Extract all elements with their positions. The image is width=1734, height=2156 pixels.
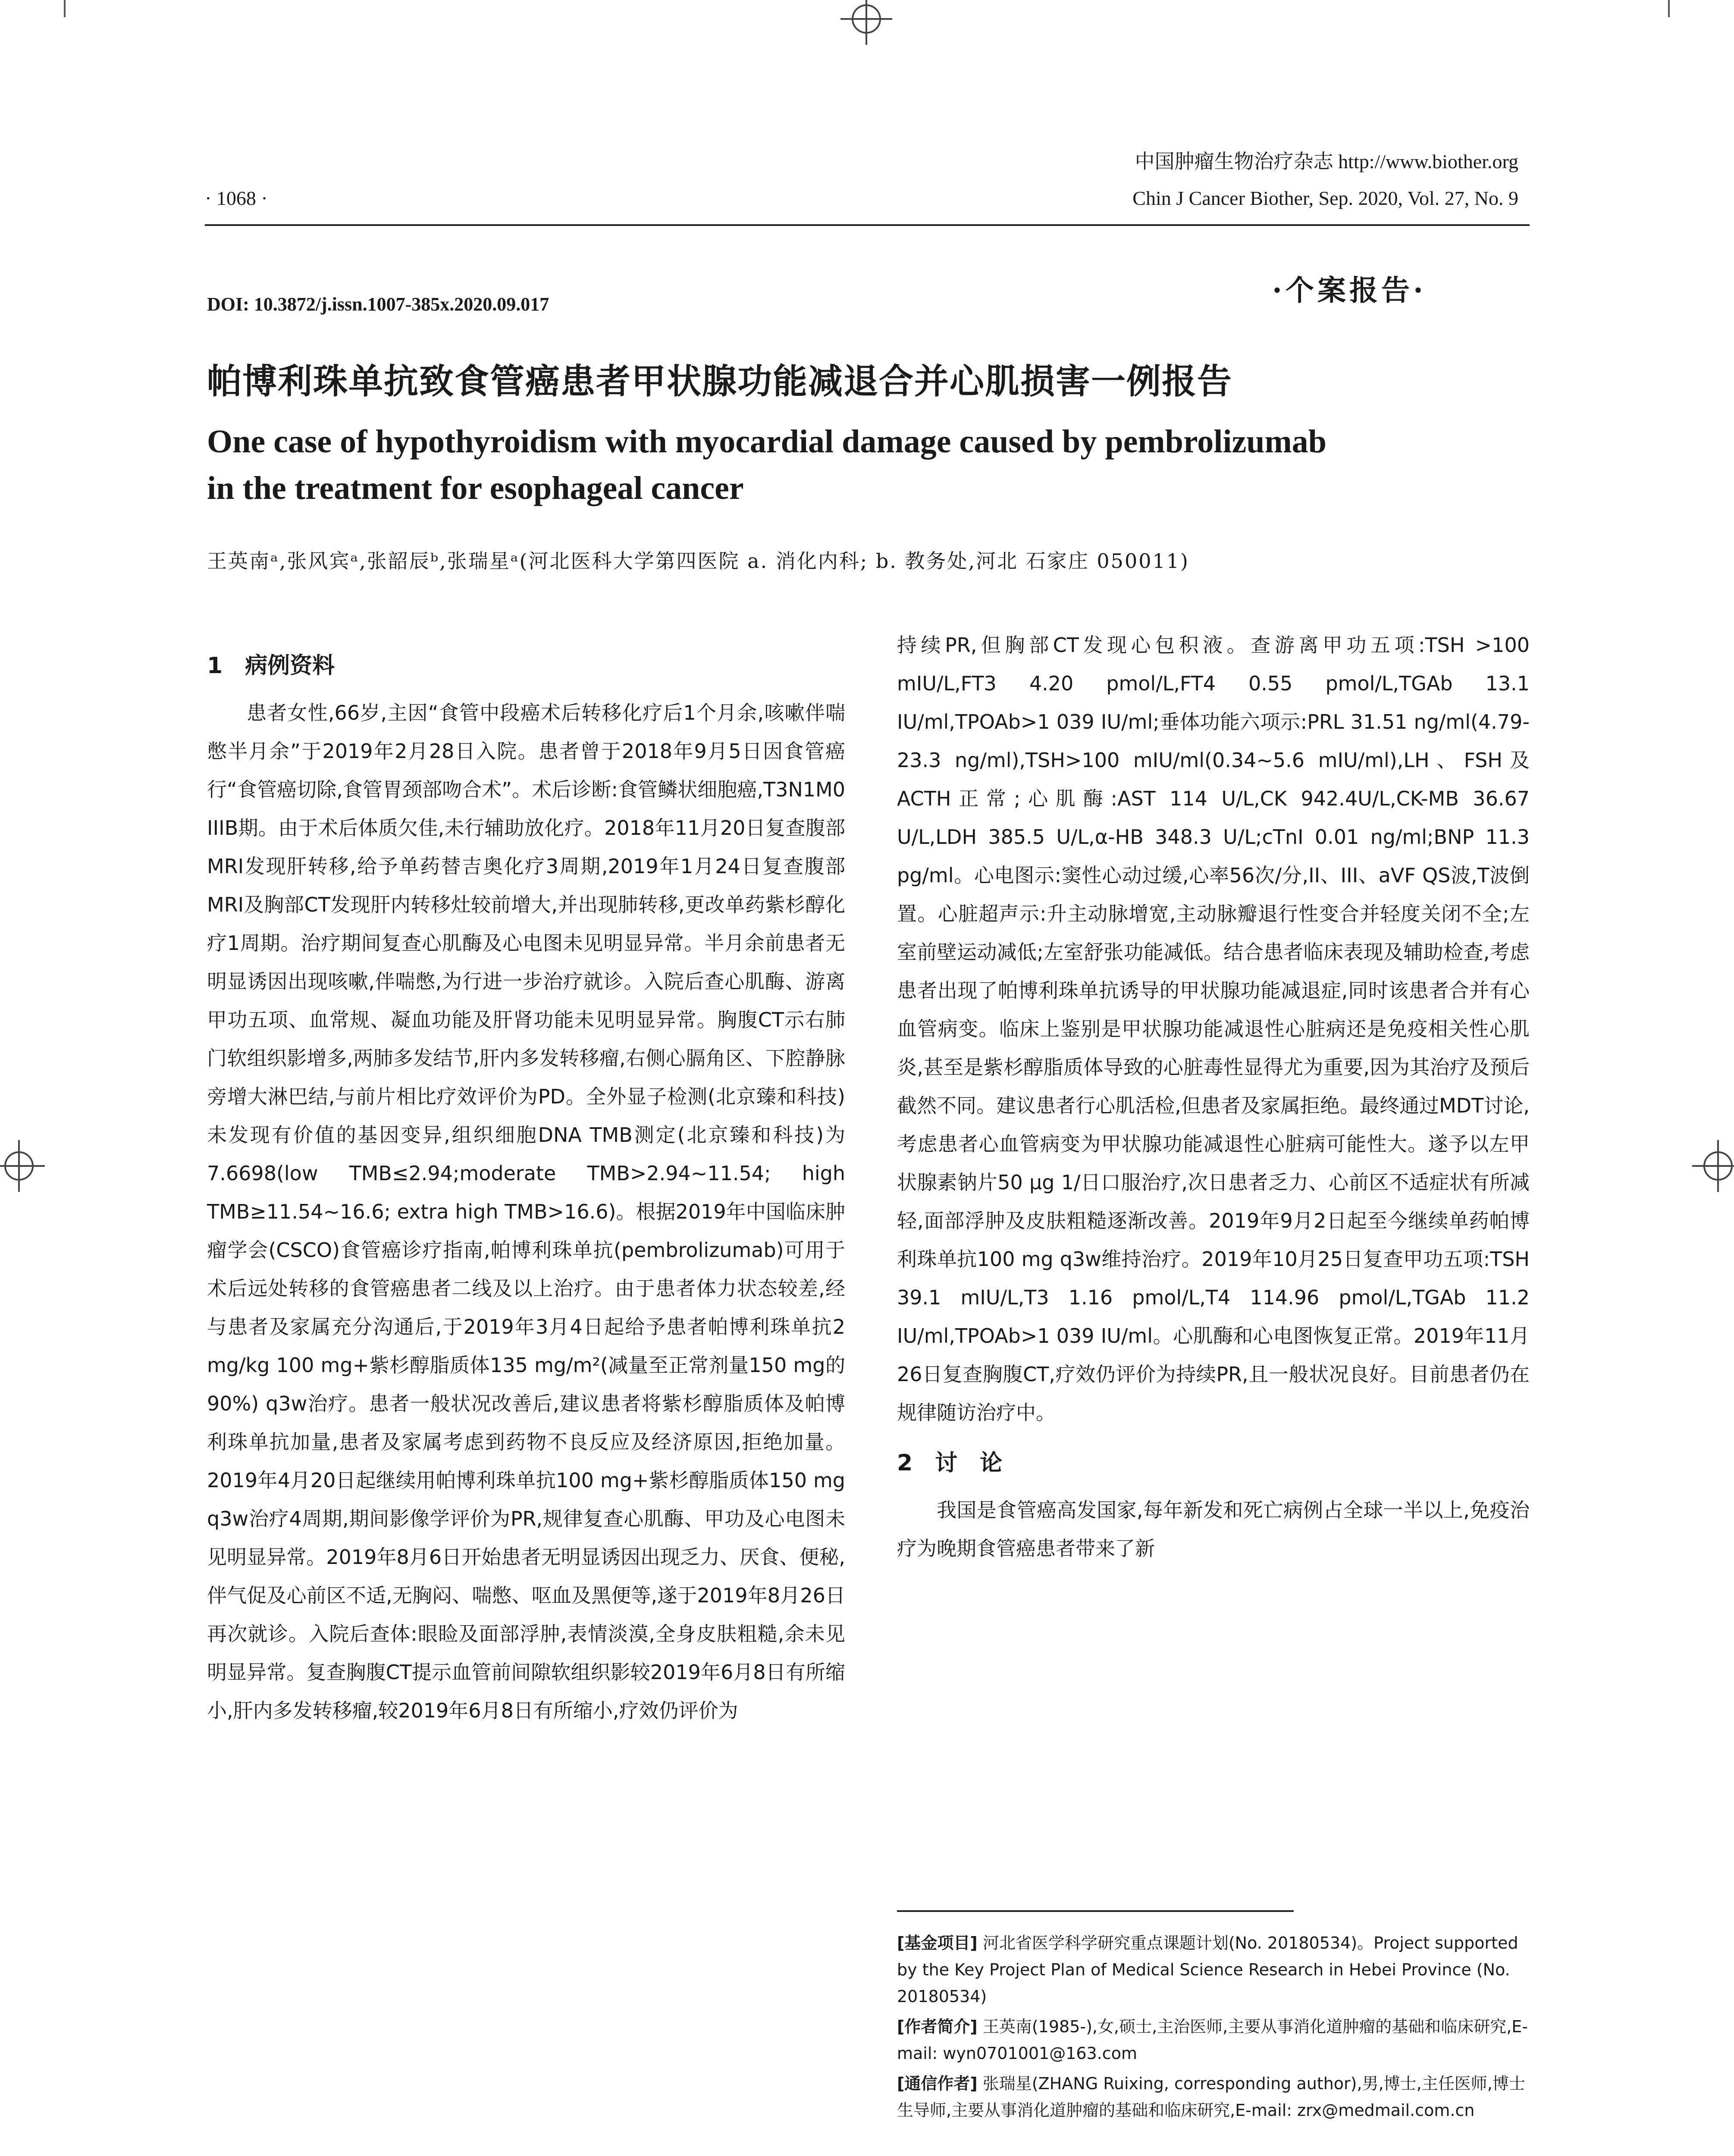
case-paragraph-continued: 持续PR,但胸部CT发现心包积液。查游离甲功五项:TSH >100 mIU/L,FT3 4.20 pmol/L,FT4 0.55 pmol/L,TGAb 13.1 IU/ml,TPOAb>1 039 IU/ml;垂体功能六项示:PRL 31.51 ng/ml(4.79-23.3 ng/ml),TSH>100 mIU/ml(0.34~5.6 mIU/ml),LH、FSH及ACTH正常;心肌酶:AST 114 U/L,CK 942.4U/L,CK-MB 36.67 U/L,LDH 385.5 U/L,α-HB 348.3 U/L;cTnI 0.01 ng/ml;BNP 11.3 pg/ml。心电图示:窦性心动过缓,心率56次/分,II、III、aVF QS波,T波倒置。心脏超声示:升主动脉增宽,主动脉瓣退行性变合并轻度关闭不全;左室前壁运动减低;左室舒张功能减低。结合患者临床表现及辅助检查,考虑患者出现了帕博利珠单抗诱导的甲状腺功能减退症,同时该患者合并有心血管病变。临床上鉴别是甲状腺功能减退性心脏病还是免疫相关性心肌炎,甚至是紫杉醇脂质体导致的心脏毒性显得尤为重要,因为其治疗及预后截然不同。建议患者行心肌活检,但患者及家属拒绝。最终通过MDT讨论,考虑患者心血管病变为甲状腺功能减退性心脏病可能性大。遂予以左甲状腺素钠片50 μg 1/日口服治疗,次日患者乏力、心前区不适症状有所减轻,面部浮肿及皮肤粗糙逐渐改善。2019年9月2日起至今继续单药帕博利珠单抗100 mg q3w维持治疗。2019年10月25日复查甲功五项:TSH 39.1 mIU/L,T3 1.16 pmol/L,T4 114.96 pmol/L,TGAb 11.2 IU/ml,TPOAb>1 039 IU/ml。心肌酶和心电图恢复正常。2019年11月26日复查胸腹CT,疗效仍评价为持续PR,且一般状况良好。目前患者仍在规律随访治疗中。 (897, 633, 1530, 1424)
section-heading-discussion: 2 讨 论 (897, 1450, 1003, 1476)
right-column (897, 626, 1530, 1568)
fund-label: [基金项目] (897, 1934, 978, 1952)
registration-mark-left (4, 1151, 34, 1181)
footnote-corresponding (897, 2070, 1530, 2124)
page-number: · 1068 · (205, 187, 268, 209)
journal-citation: Chin J Cancer Biother, Sep. 2020, Vol. 27, No. 9 (1132, 187, 1518, 209)
registration-mark-top (852, 4, 881, 34)
title-en-line1: One case of hypothyroidism with myocardial damage caused by pembrolizumab (207, 423, 1327, 460)
registration-mark-right (1703, 1151, 1733, 1181)
title-zh: 帕博利珠单抗致食管癌患者甲状腺功能减退合并心肌损害一例报告 (207, 361, 1232, 401)
authors-affiliation: 王英南ᵃ,张风宾ᵃ,张韶辰ᵇ,张瑞星ᵃ(河北医科大学第四医院 a. 消化内科; b. 教务处,河北 石家庄 050011) (207, 549, 1189, 573)
crop-line-top-left (64, 0, 66, 17)
journal-header (1132, 149, 1518, 211)
author-text: 王英南(1985-),女,硕士,主治医师,主要从事消化道肿瘤的基础和临床研究,E-mail: wyn0701001@163.com (897, 2017, 1528, 2063)
left-column (207, 647, 845, 1730)
title-en (207, 418, 1544, 511)
fund-text: 河北省医学科学研究重点课题计划(No. 20180534)。Project supported by the Key Project Plan of Medical Science Research in Hebei Province (No. 20180534) (897, 1934, 1518, 2006)
footnote-rule (897, 1910, 1294, 1912)
author-label: [作者简介] (897, 2017, 978, 2036)
section-heading-case: 1 病例资料 (207, 653, 335, 679)
header-rule (205, 224, 1530, 226)
footnote-fund (897, 1930, 1530, 2010)
section-tag: ·个案报告· (1272, 273, 1427, 307)
corresponding-text: 张瑞星(ZHANG Ruixing, corresponding author),男,博士,主任医师,博士生导师,主要从事消化道肿瘤的基础和临床研究,E-mail: zrx@medmail.com.cn (897, 2074, 1525, 2120)
corresponding-label: [通信作者] (897, 2074, 978, 2093)
discussion-paragraph: 我国是食管癌高发国家,每年新发和死亡病例占全球一半以上,免疫治疗为晚期食管癌患者带来了新 (897, 1498, 1530, 1560)
footnote-author (897, 2013, 1530, 2067)
doi: DOI: 10.3872/j.issn.1007-385x.2020.09.017 (207, 294, 549, 315)
journal-name-line (1132, 149, 1518, 175)
crop-line-top-right (1668, 0, 1670, 17)
footnotes (897, 1930, 1530, 2127)
journal-url: http://www.biother.org (1338, 150, 1518, 172)
title-en-line2: in the treatment for esophageal cancer (207, 470, 744, 506)
case-paragraph: 患者女性,66岁,主因“食管中段癌术后转移化疗后1个月余,咳嗽伴喘憋半月余”于2019年2月28日入院。患者曾于2018年9月5日因食管癌行“食管癌切除,食管胃颈部吻合术”。术后诊断:食管鳞状细胞癌,T3N1M0 IIIB期。由于术后体质欠佳,未行辅助放化疗。2018年11月20日复查腹部MRI发现肝转移,给予单药替吉奥化疗3周期,2019年1月24日复查腹部MRI及胸部CT发现肝内转移灶较前增大,并出现肺转移,更改单药紫杉醇化疗1周期。治疗期间复查心肌酶及心电图未见明显异常。半月余前患者无明显诱因出现咳嗽,伴喘憋,为行进一步治疗就诊。入院后查心肌酶、游离甲功五项、血常规、凝血功能及肝肾功能未见明显异常。胸腹CT示右肺门软组织影增多,两肺多发结节,肝内多发转移瘤,右侧心膈角区、下腔静脉旁增大淋巴结,与前片相比疗效评价为PD。全外显子检测(北京臻和科技)未发现有价值的基因变异,组织细胞DNA TMB测定(北京臻和科技)为7.6698(low TMB≤2.94;moderate TMB>2.94~11.54; high TMB≥11.54~16.6; extra high TMB>16.6)。根据2019年中国临床肿瘤学会(CSCO)食管癌诊疗指南,帕博利珠单抗(pembrolizumab)可用于术后远处转移的食管癌患者二线及以上治疗。由于患者体力状态较差,经与患者及家属充分沟通后,于2019年3月4日起给予患者帕博利珠单抗2 mg/kg 100 mg+紫杉醇脂质体135 mg/m²(减量至正常剂量150 mg的90%) q3w治疗。患者一般状况改善后,建议患者将紫杉醇脂质体及帕博利珠单抗加量,患者及家属考虑到药物不良反应及经济原因,拒绝加量。2019年4月20日起继续用帕博利珠单抗100 mg+紫杉醇脂质体150 mg q3w治疗4周期,期间影像学评价为PR,规律复查心肌酶、甲功及心电图未见明显异常。2019年8月6日开始患者无明显诱因出现乏力、厌食、便秘,伴气促及心前区不适,无胸闷、喘憋、呕血及黑便等,遂于2019年8月26日再次就诊。入院后查体:眼睑及面部浮肿,表情淡漠,全身皮肤粗糙,余未见明显异常。复查胸腹CT提示血管前间隙软组织影较2019年6月8日有所缩小,肝内多发转移瘤,较2019年6月8日有所缩小,疗效仍评价为 (207, 701, 845, 1722)
journal-name-zh: 中国肿瘤生物治疗杂志 (1135, 150, 1333, 172)
